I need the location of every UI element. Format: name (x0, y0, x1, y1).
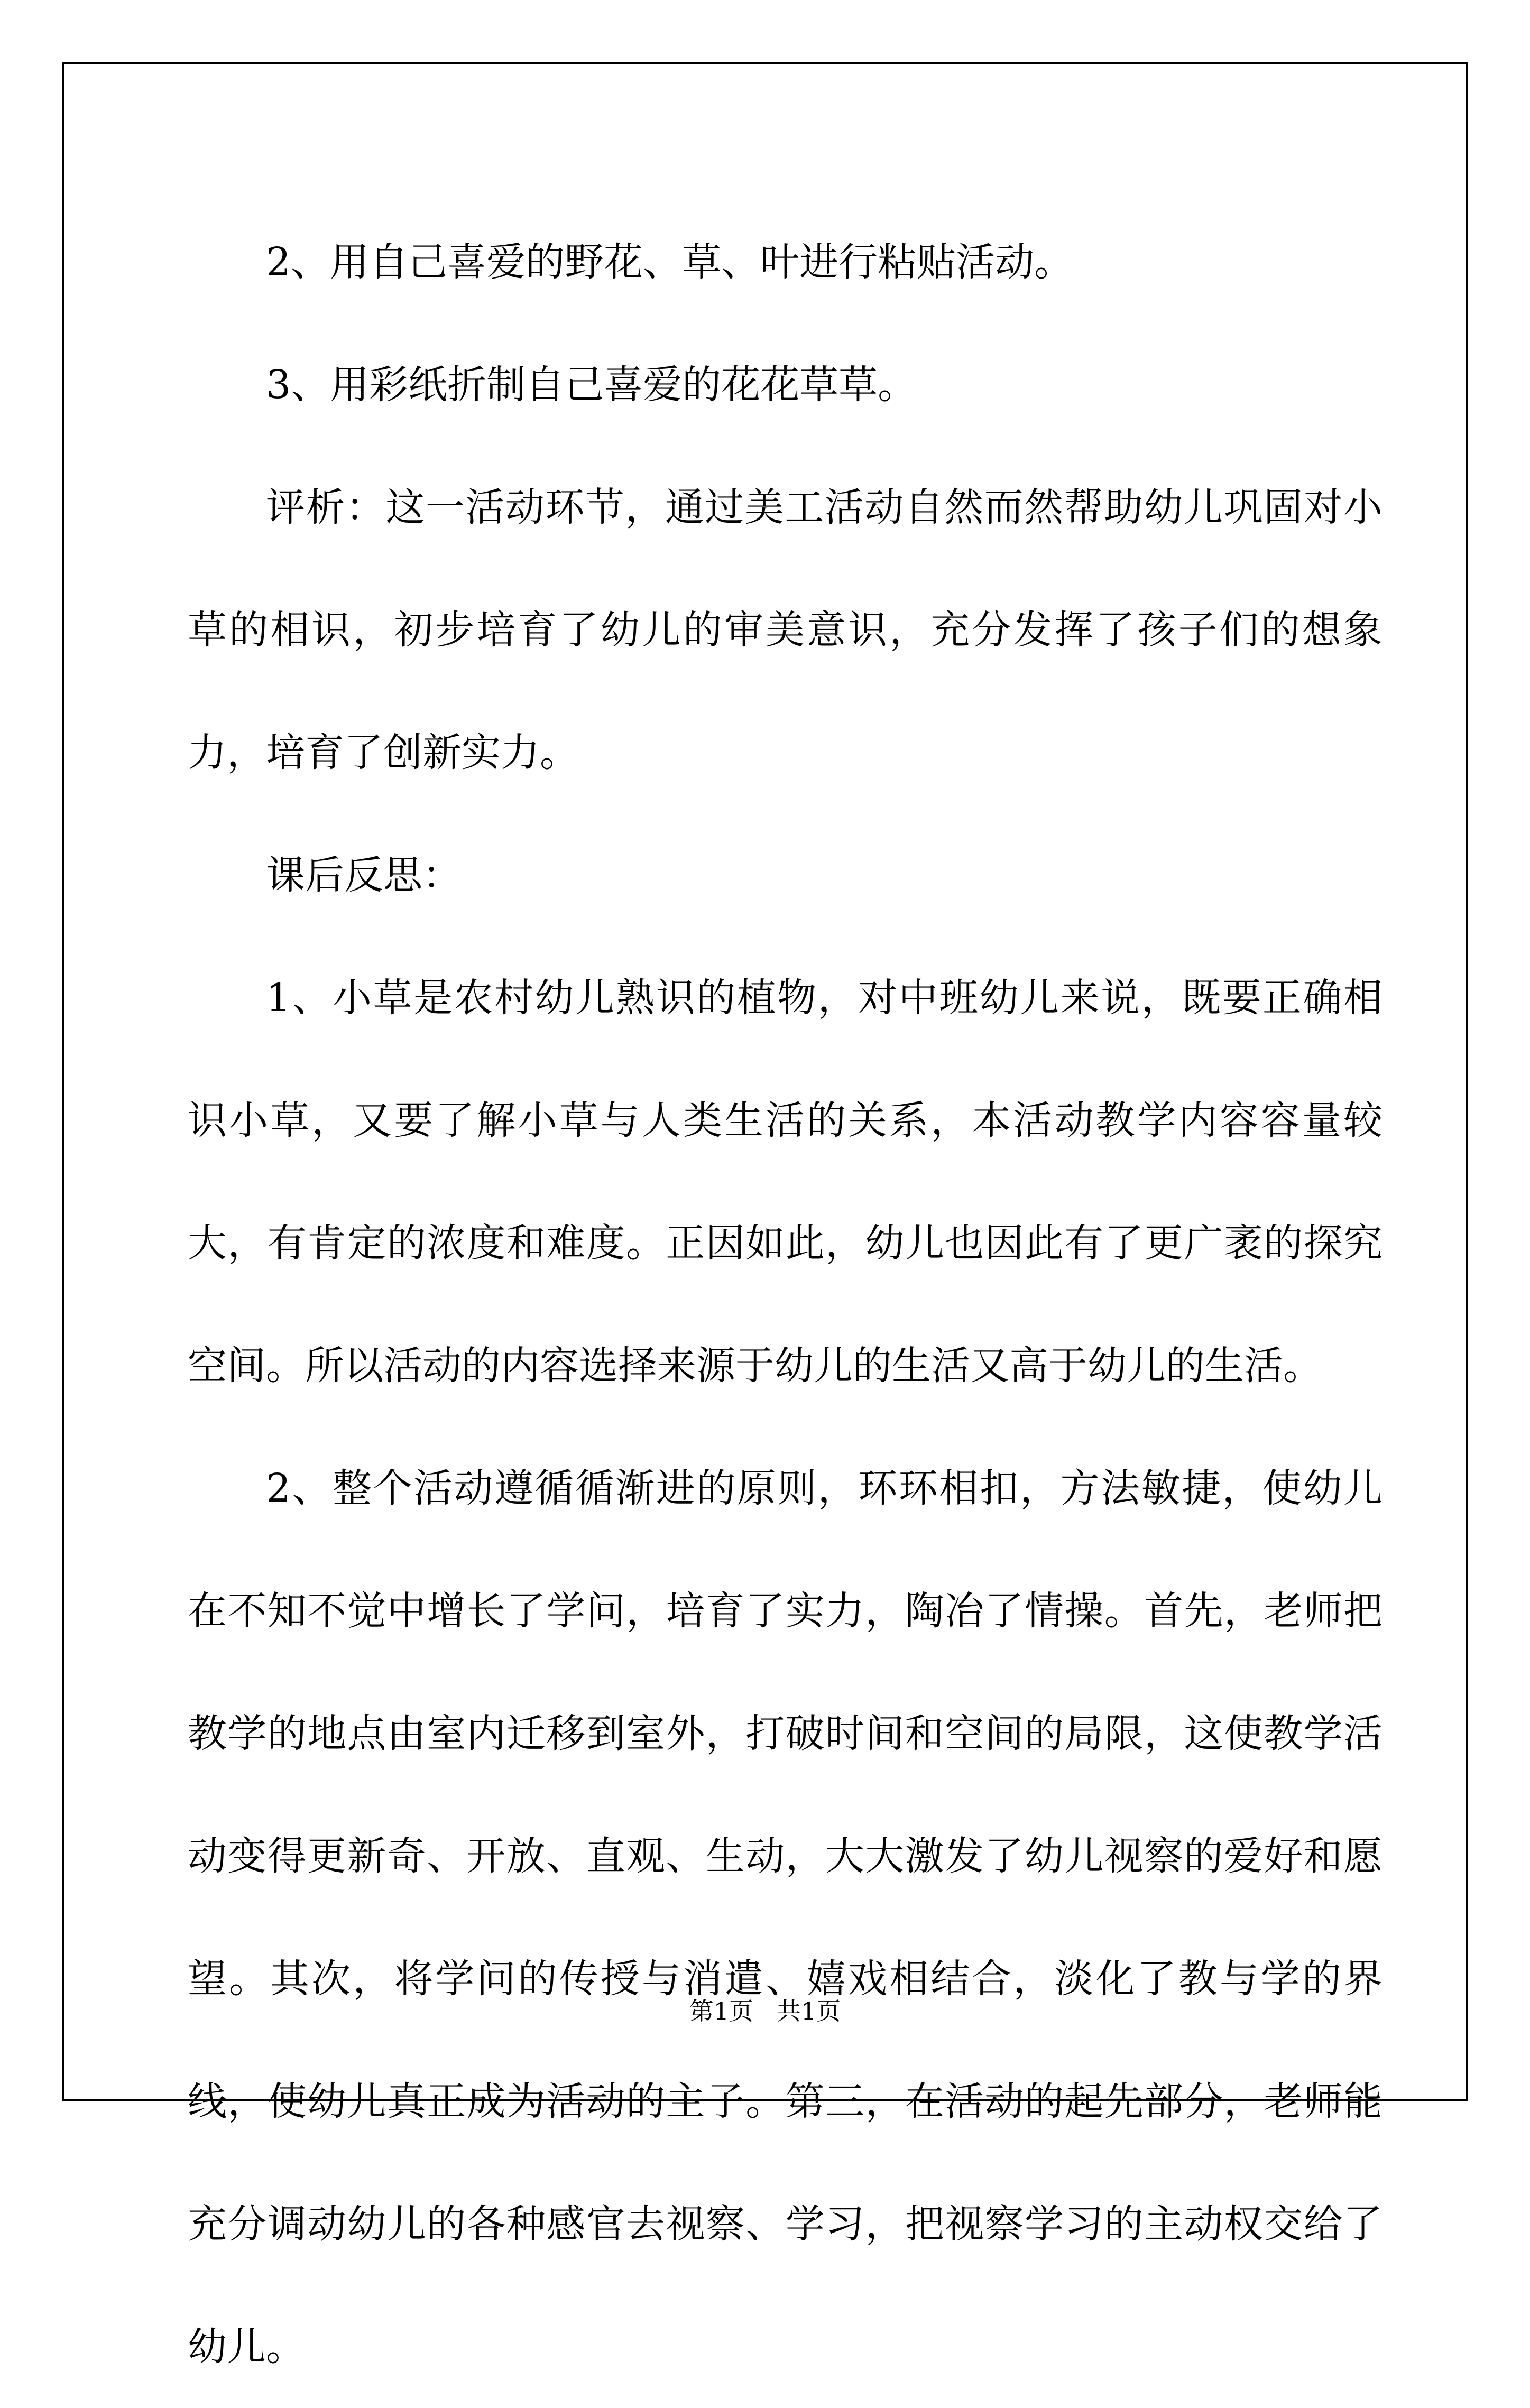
paragraph-reflection-2: 2、整个活动遵循循渐进的原则，环环相扣，方法敏捷，使幼儿在不知不觉中增长了学问，培育了实力，陶冶了情操。首先，老师把教学的地点由室内迁移到室外，打破时间和空间的局限，这使教学活动变得更新奇、开放、直观、生动，大大激发了幼儿视察的爱好和愿望。其次，将学问的传授与消遣、嬉戏相结合，淡化了教与学的界线，使幼儿真正成为活动的主子。第三，在活动的起先部分，老师能充分调动幼儿的各种感官去视察、学习，把视察学习的主动权交给了幼儿。 (188, 1466, 1382, 2369)
paragraph-reflection-1: 1、小草是农村幼儿熟识的植物，对中班幼儿来说，既要正确相识小草，又要了解小草与人类生活的关系，本活动教学内容容量较大，有肯定的浓度和难度。正因如此，幼儿也因此有了更广袤的探究空间。所以活动的内容选择来源于幼儿的生活又高于幼儿的生活。 (188, 975, 1382, 1388)
paragraph-reflection-heading: 课后反思： (266, 853, 462, 898)
page-number: 第1页 (689, 1997, 754, 2025)
paragraph-step-2: 2、用自己喜爱的野花、草、叶进行粘贴活动。 (266, 239, 1074, 285)
paragraph-analysis: 评析：这一活动环节，通过美工活动自然而然帮助幼儿巩固对小草的相识，初步培育了幼儿的审美意识，充分发挥了孩子们的想象力，培育了创新实力。 (188, 485, 1382, 775)
paragraph-step-3: 3、用彩纸折制自己喜爱的花花草草。 (266, 362, 917, 407)
page-footer (0, 1995, 1530, 2027)
document-body (188, 201, 1382, 2408)
footer-gap (753, 1997, 777, 2025)
page-total: 共1页 (776, 1997, 841, 2025)
